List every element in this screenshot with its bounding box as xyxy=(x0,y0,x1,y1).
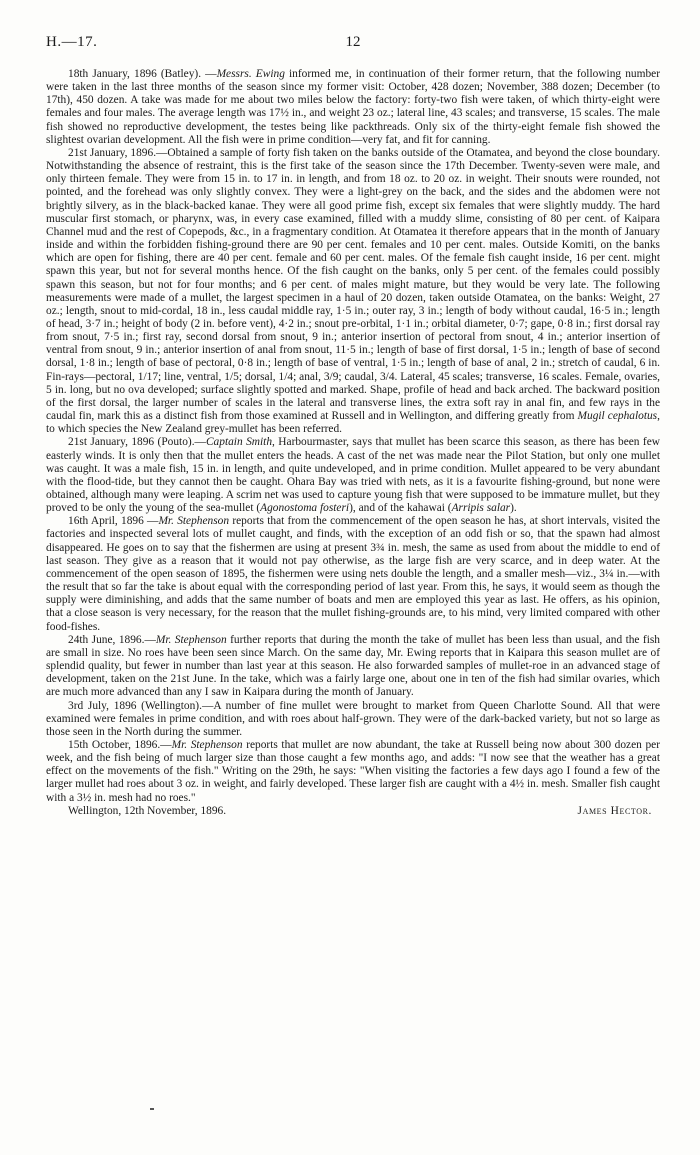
text-run: ), and of the kahawai ( xyxy=(349,502,452,515)
page-number: 12 xyxy=(345,34,361,50)
italic-run: Mr. Stephenson xyxy=(171,738,243,751)
italic-run: Captain Smith xyxy=(205,436,273,449)
paragraph xyxy=(46,634,660,700)
page-header xyxy=(46,34,660,54)
paragraph xyxy=(46,436,660,515)
italic-run: Mugil cephalotus xyxy=(577,410,658,423)
text-run: ). xyxy=(510,502,517,515)
text-run: , Harbourmaster, says that mullet has been scarce this season, as there has been few easterly winds. It is only then that the mullet enters the heads. A cast of the net was made near the Pilot Station, but only one mullet was caught. It was a male fish, 15 in. in length, and quite undeveloped, and in prime condition. Mullet appeared to be very abundant with the flood-tide, but they cannot then be caught. Ohara Bay was tried with nets, as it is a favourite fishing-ground, but none were obtained, although many were leaping. A scrim net was used to capture young fish that were supposed to be immature mullet, but they proved to be only the young of the sea-mullet ( xyxy=(46,436,660,515)
text-run: 16th April, 1896 — xyxy=(68,515,159,528)
text-run: 15th October, 1896.— xyxy=(68,738,172,751)
text-run: informed me, in continuation of their former return, that the following number were taken in the last three months of the season since my former visit: October, 428 dozen; November, 388 dozen; December (to 17th), 450 dozen. A take was made for me about two miles below the factory: forty-two fish were taken, of which thirty-eight were females and four males. The average length was 17½ in., and weight 23 oz.; lateral line, 43 scales; and transverse, 15 scales. The male fish showed no reproductive development, the testes being like packthreads. Only six of the thirty-eight female fish showed the slightest ovarian development. All the fish were in prime condition—very fat, and fit for canning. xyxy=(46,68,660,146)
italic-run: Mr. Stephenson xyxy=(155,633,227,646)
paragraph xyxy=(46,147,660,436)
text-run: , to which species the New Zealand grey-mullet has been referred. xyxy=(46,410,660,436)
paragraph xyxy=(46,700,660,739)
paragraph xyxy=(46,68,660,147)
text-run: 21st January, 1896 (Pouto).— xyxy=(68,436,206,449)
italic-run: Agonostoma fosteri xyxy=(260,502,350,515)
signature-name: James Hector. xyxy=(577,804,652,817)
report-body xyxy=(46,68,660,818)
text-run: 21st January, 1896.—Obtained a sample of forty fish taken on the banks outside of the Otamatea, and beyond the close boundary. Notwithstanding the absence of restraint, this is the first take of the season since the 17th December. Twenty-seven were male, and only thirteen female. They were from 15 in. to 17 in. in length, and from 18 oz. to 20 oz. in weight. Their snouts were rounded, not pointed, and the forehead was only slightly convex. They were a light-grey on the back, and the sides and the abdomen were not brightly silvery, as in the black-backed kanae. They were all good prime fish, except six females that were slightly muddy. The hard muscular first stomach, or pharynx, was, in every case examined, filled with a muddy slime, consisting of 80 per cent. of Kaipara Channel mud and the rest of Copepods, &c., in a fragmentary condition. At Otamatea it therefore appears that in the month of January inside and within the forbidden fishing-ground there are 90 per cent. females and 10 per cent. males. Outside Komiti, on the banks which are open for fishing, there are 40 per cent. female and 60 per cent. males. Of the female fish caught inside, 16 per cent. might spawn this year, but not for several months hence. Of the fish caught on the banks, only 5 per cent. of the females could possibly spawn this season, but not for four months; and 6 per cent. of males might mature, but they would be very late. The following measurements were made of a mullet, the largest specimen in a haul of 20 dozen, taken outside Otamatea, on the banks: Weight, 27 oz.; length, snout to mid-cordal, 18 in., less caudal middle ray, 1·5 in.; outer ray, 3 in.; length of body without caudal, 16·5 in.; length of head, 3·7 in.; height of body (2 in. before vent), 4·2 in.; snout pre-orbital, 1·1 in.; orbital diameter, 0·7; gape, 0·8 in.; first dorsal ray from snout, 7·5 in.; first ray, second dorsal from snout, 9 in.; anterior insertion of pectoral from snout, 4 in.; anterior insertion of ventral from snout, 9 in.; anterior insertion of anal from snout, 11·5 in.; length of base of first dorsal, 1·5 in.; length of base of second dorsal, 1·8 in.; length of base of pectoral, 0·8 in.; length of base of ventral, 1·5 in.; length of base of anal, 2 in.; stretch of caudal, 6 in. Fin-rays—pectoral, 1/17; line, ventral, 1/5; dorsal, 1/4; anal, 3/9; caudal, 3/4. Lateral, 45 scales; transverse, 16 scales. Female, ovaries, 5 in. long, but no ova developed; surface slightly spotted and marked. Shape, profile of head and back arched. The backward position of the first dorsal, the larger number of scales in the lateral and transverse lines, the extra soft ray in anal fin, and few rays in the caudal fin, mark this as a distinct fish from those examined at Russell and in Wellington, and differing greatly from xyxy=(46,146,660,423)
signature-line xyxy=(46,805,660,818)
signature-place-date: Wellington, 12th November, 1896. xyxy=(68,804,227,817)
text-run: 24th June, 1896.— xyxy=(68,633,156,646)
stray-ink-mark xyxy=(150,1108,154,1110)
text-run: reports that from the commencement of the open season he has, at short intervals, visited the factories and inspected several lots of mullet caught, and finds, with the exception of an odd fish or so, that the spawn had almost disappeared. He goes on to say that the fishermen are using at present 3¾ in. mesh, the same as used from about the middle to end of last season. They give as a reason that it would not pay otherwise, as the large fish are very scarce, and in deep water. At the commencement of the open season of 1895, the fishermen were using nets double the length, and a smaller mesh—viz., 3¼ in.—with the result that so far the take is about equal with the corresponding period of last year. From this, he says, it would seem as though the supply were diminishing, and adds that the same number of boats and men are employed this year as last. He offers, as his opinion, that a close season is very necessary, for the reason that the mullet fishing-grounds are, to his mind, very limited compared with other food-fishes. xyxy=(46,515,660,633)
text-run: 3rd July, 1896 (Wellington).—A number of fine mullet were brought to market from Queen Charlotte Sound. All that were examined were females in prime condition, and with roes about half-grown. They were of the dark-backed variety, but not so large as those seen in the North during the summer. xyxy=(46,699,660,738)
text-run: reports that mullet are now abundant, the take at Russell being now about 300 dozen per week, and the fish being of much larger size than those caught a few months ago, and adds: "I now see that the weather has a great effect on the movements of the fish." Writing on the 29th, he says: "When visiting the factories a few days ago I found a few of the larger mullet had roes about 3 oz. in weight, and fairly developed. These larger fish are caught with a 4½ in. mesh. Smaller fish caught with a 3½ in. mesh had no roes." xyxy=(46,738,660,804)
text-run: further reports that during the month the take of mullet has been less than usual, and the fish are small in size. No roes have been seen since March. On the same day, Mr. Ewing reports that in Kaipara this season mullet are of splendid quality, but fewer in number than last year at this season. He also forwarded samples of mullet-roe in an advanced stage of development, taken on the 21st June. In the take, which was a fairly large one, about one in ten of the fish had similar ovaries, which are much more advanced than any I saw in Kaipara during the month of January. xyxy=(46,633,660,699)
text-run: 18th January, 1896 (Batley). — xyxy=(68,68,217,80)
report-reference: H.—17. xyxy=(46,34,98,50)
paragraph xyxy=(46,515,660,633)
italic-run: Arripis salar xyxy=(451,502,511,515)
italic-run: Messrs. Ewing xyxy=(216,68,285,80)
paragraph xyxy=(46,739,660,805)
italic-run: Mr. Stephenson xyxy=(158,515,230,528)
